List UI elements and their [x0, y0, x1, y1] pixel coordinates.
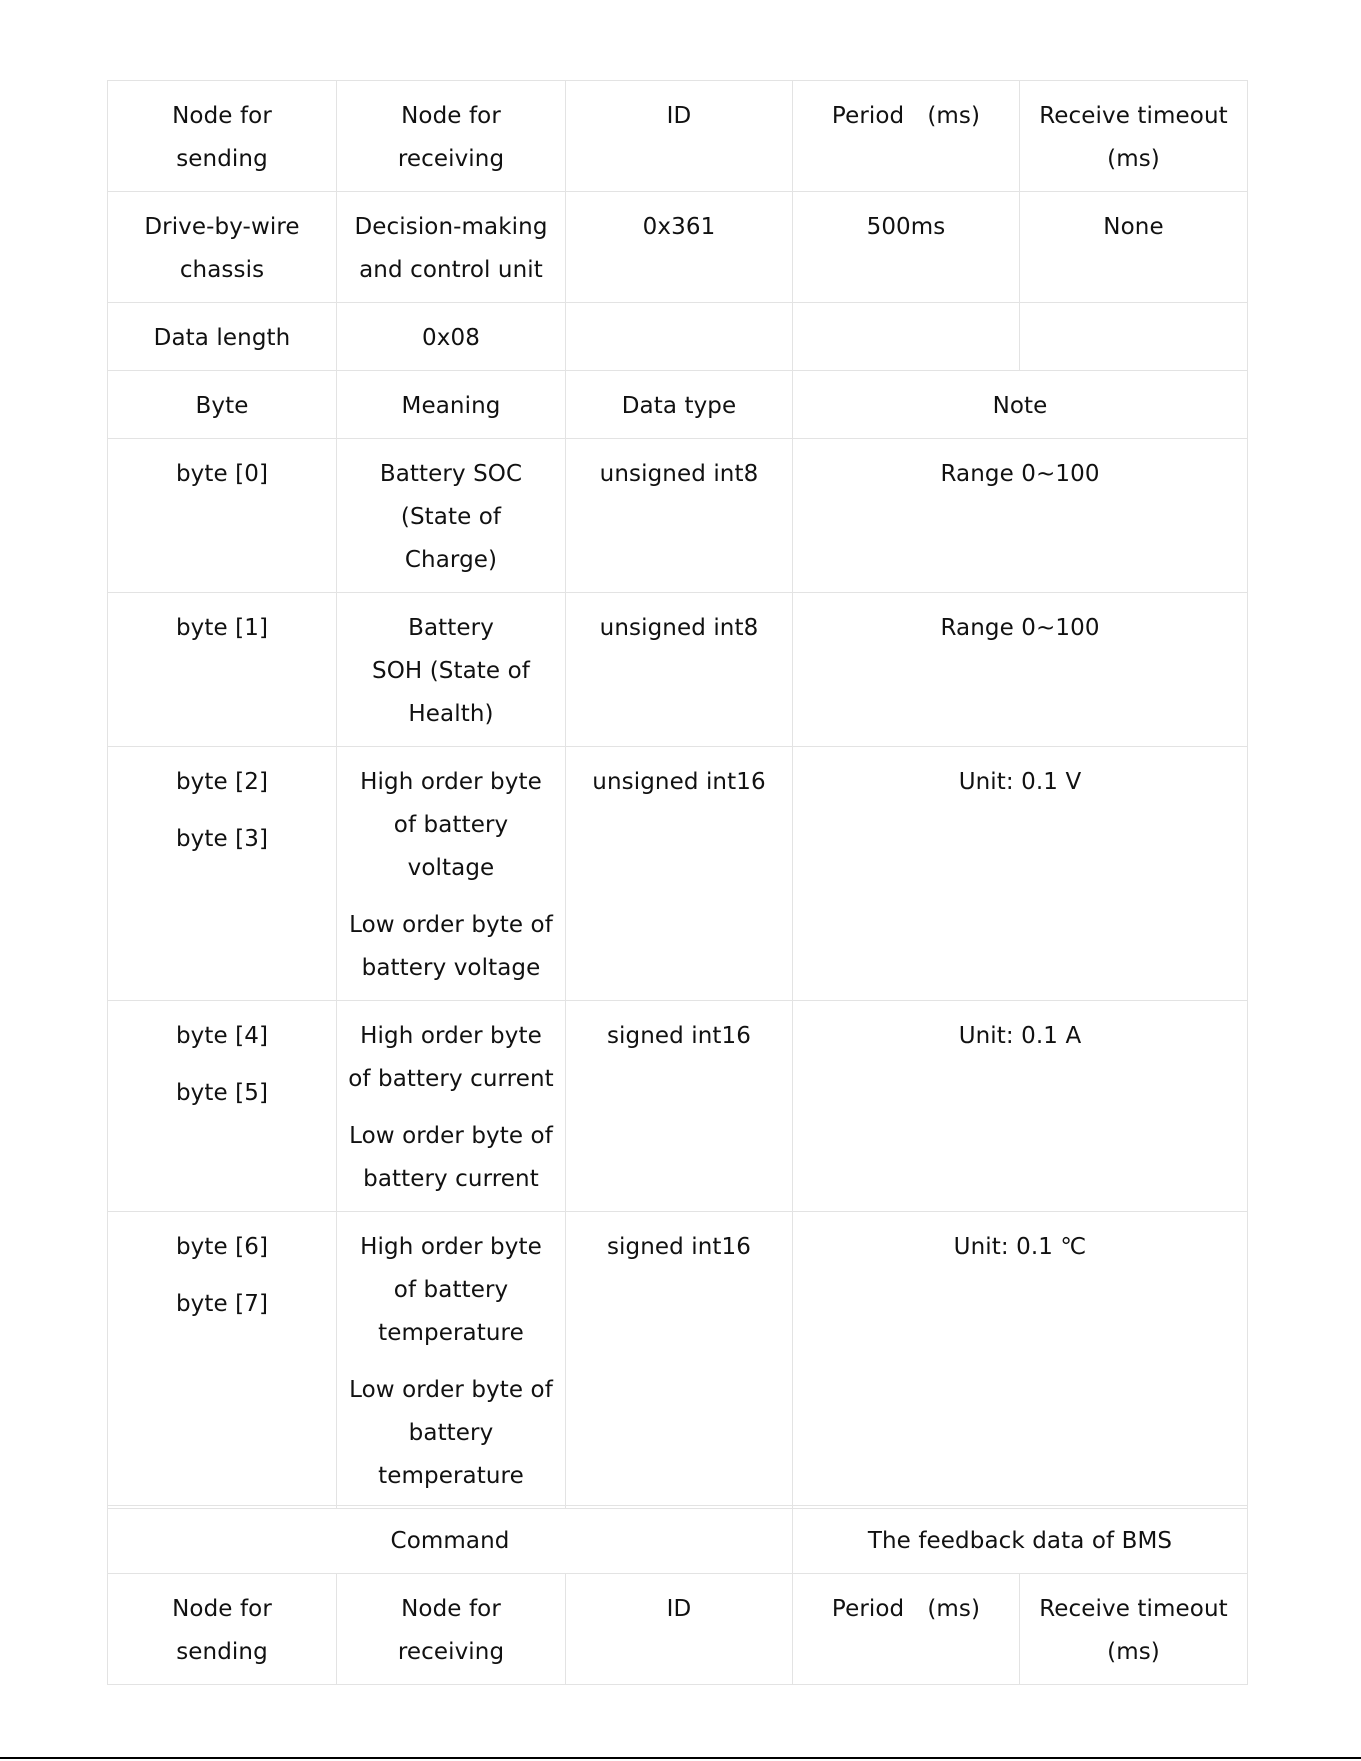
- timeout-value: None: [1020, 192, 1248, 303]
- meaning-cell: High order byte of battery temperature Low order byte of battery temperature: [337, 1212, 566, 1509]
- id-value: 0x361: [566, 192, 793, 303]
- note-cell: Unit: 0.1 A: [793, 1001, 1248, 1212]
- note-cell: Unit: 0.1 V: [793, 747, 1248, 1001]
- bms-command-table: [107, 1505, 1248, 1685]
- note-cell: Unit: 0.1 ℃: [793, 1212, 1248, 1509]
- period-header: Period (ms): [793, 81, 1020, 192]
- id-header: ID: [566, 81, 793, 192]
- byte-cell: byte [2] byte [3]: [108, 747, 337, 1001]
- meaning-cell: Battery SOC (State of Charge): [337, 439, 566, 593]
- data-length-value: 0x08: [337, 303, 566, 371]
- byte-cell: byte [4] byte [5]: [108, 1001, 337, 1212]
- header-row: [108, 81, 1248, 192]
- column-header-row: [108, 371, 1248, 439]
- byte-column-header: Byte: [108, 371, 337, 439]
- note-cell: Range 0~100: [793, 593, 1248, 747]
- table-row: [108, 439, 1248, 593]
- period-header: Period (ms): [793, 1574, 1020, 1685]
- sender-value: Drive-by-wire chassis: [108, 192, 337, 303]
- receiver-header: Node for receiving: [337, 1574, 566, 1685]
- data-type-cell: unsigned int8: [566, 439, 793, 593]
- meaning-column-header: Meaning: [337, 371, 566, 439]
- meaning-cell: High order byte of battery current Low order byte of battery current: [337, 1001, 566, 1212]
- data-length-label: Data length: [108, 303, 337, 371]
- meaning-cell: Battery SOH (State of Health): [337, 593, 566, 747]
- empty-cell: [793, 303, 1020, 371]
- meaning-cell: High order byte of battery voltage Low order byte of battery voltage: [337, 747, 566, 1001]
- note-cell: Range 0~100: [793, 439, 1248, 593]
- table-row: [108, 1001, 1248, 1212]
- info-row: [108, 192, 1248, 303]
- receiver-header: Node for receiving: [337, 81, 566, 192]
- byte-cell: byte [0]: [108, 439, 337, 593]
- byte-cell: byte [6] byte [7]: [108, 1212, 337, 1509]
- data-type-column-header: Data type: [566, 371, 793, 439]
- can-message-table: [107, 80, 1248, 1509]
- data-type-cell: signed int16: [566, 1001, 793, 1212]
- sender-header: Node for sending: [108, 1574, 337, 1685]
- note-column-header: Note: [793, 371, 1248, 439]
- command-label: Command: [108, 1506, 793, 1574]
- table-row: [108, 747, 1248, 1001]
- data-type-cell: signed int16: [566, 1212, 793, 1509]
- data-type-cell: unsigned int16: [566, 747, 793, 1001]
- page-bottom-rule: [0, 1757, 1361, 1759]
- timeout-header: Receive timeout (ms): [1020, 81, 1248, 192]
- timeout-header: Receive timeout (ms): [1020, 1574, 1248, 1685]
- sender-header: Node for sending: [108, 81, 337, 192]
- table-row: [108, 593, 1248, 747]
- data-type-cell: unsigned int8: [566, 593, 793, 747]
- byte-cell: byte [1]: [108, 593, 337, 747]
- empty-cell: [566, 303, 793, 371]
- id-header: ID: [566, 1574, 793, 1685]
- period-value: 500ms: [793, 192, 1020, 303]
- receiver-value: Decision-making and control unit: [337, 192, 566, 303]
- empty-cell: [1020, 303, 1248, 371]
- data-length-row: [108, 303, 1248, 371]
- command-row: [108, 1506, 1248, 1574]
- command-value: The feedback data of BMS: [793, 1506, 1248, 1574]
- header-row: [108, 1574, 1248, 1685]
- table-row: [108, 1212, 1248, 1509]
